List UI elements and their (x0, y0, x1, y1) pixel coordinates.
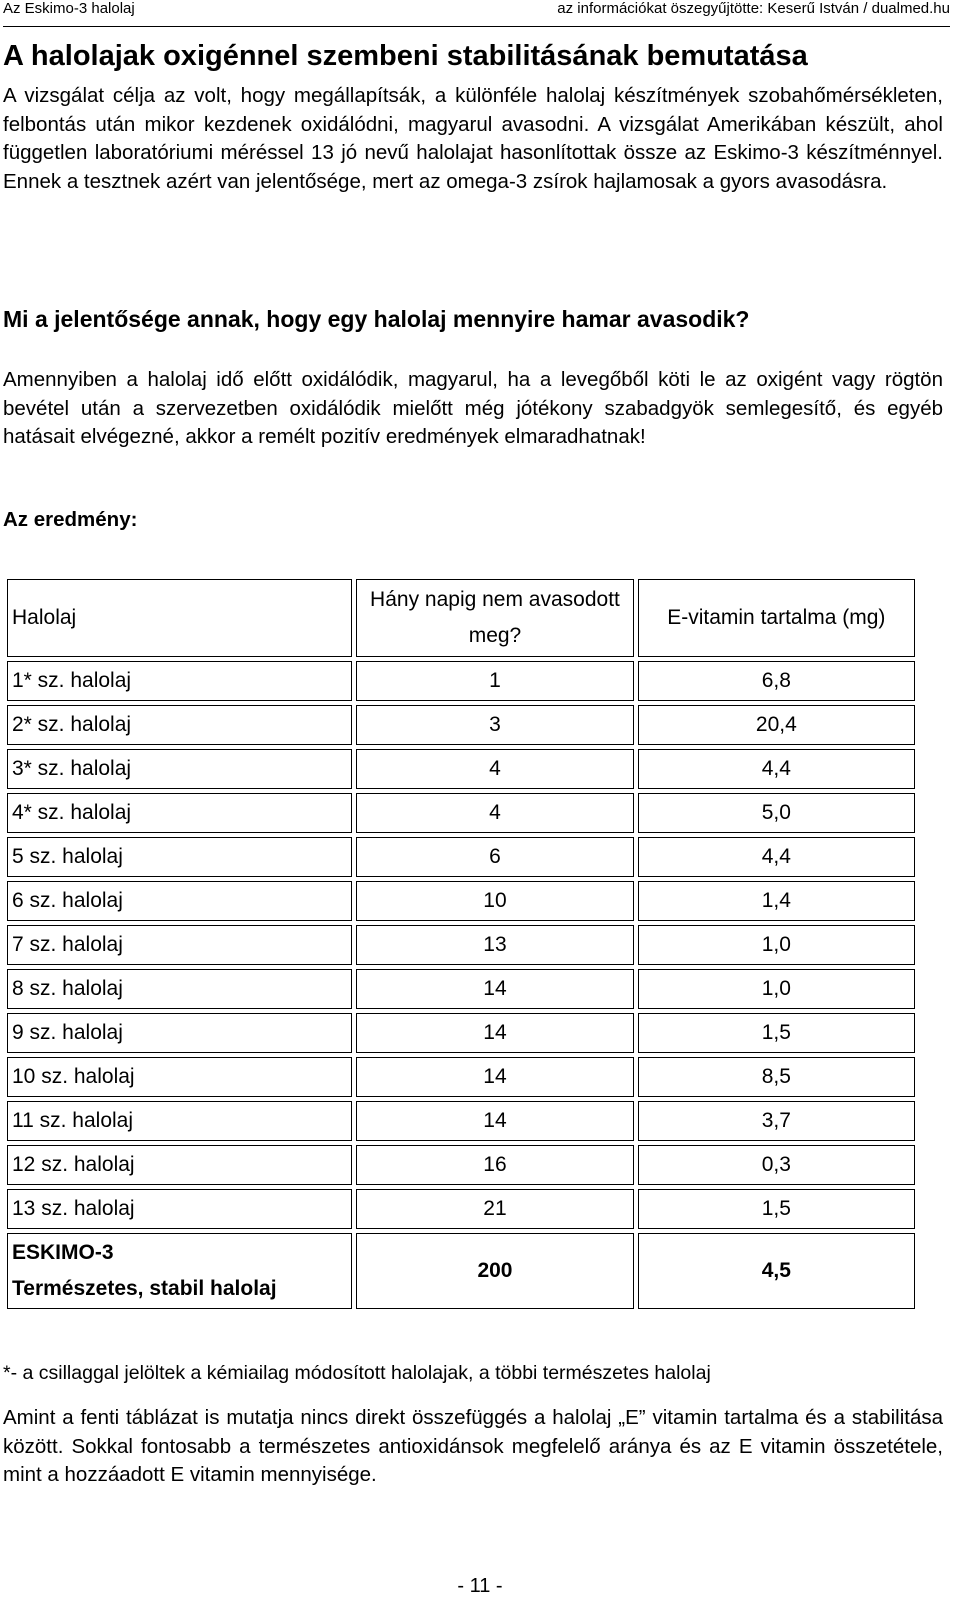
vitamin-e-value: 1,0 (638, 925, 915, 965)
conclusion-paragraph: Amint a fenti táblázat is mutatja nincs direkt összefüggés a halolaj „E” vitamin tartalma és a stabilitása között. Sokkal fontosabb a természetes antioxidánsok megfelelő aránya és az E vitamin összetétele, mint a hozzáadott E vitamin mennyisége. (3, 1406, 943, 1486)
vitamin-e-value: 5,0 (638, 793, 915, 833)
oil-name: 9 sz. halolaj (7, 1013, 352, 1053)
header-right-text: az információkat öszegyűjtötte: Keserű István / dualmed.hu (557, 0, 950, 17)
header-left-text: Az Eskimo-3 halolaj (3, 0, 135, 17)
oil-name: 6 sz. halolaj (7, 881, 352, 921)
days-value: 14 (356, 1101, 633, 1141)
header-oil: Halolaj (7, 579, 352, 657)
vitamin-e-value: 4,4 (638, 749, 915, 789)
table-row (7, 705, 915, 745)
eskimo-description: Természetes, stabil halolaj (12, 1277, 277, 1300)
page-number: - 11 - (457, 1575, 503, 1597)
results-table (3, 575, 919, 1313)
vitamin-e-value: 4,4 (638, 837, 915, 877)
days-value: 10 (356, 881, 633, 921)
intro-paragraph: A vizsgálat célja az volt, hogy megállapítsák, a különféle halolaj készítmények szobahőmérsékleten, felbontás után mikor kezdenek oxidálódni, magyarul avasodni. A vizsgálat Amerikában készült, ahol független laboratóriumi méréssel 13 jó nevű halolajat hasonlítottak össze az Eskimo-3 készítménnyel. Ennek a tesztnek azért van jelentősége, mert az omega-3 zsírok hajlamosak a gyors avasodásra. (3, 84, 943, 193)
oil-name: 2* sz. halolaj (7, 705, 352, 745)
eskimo-name: ESKIMO-3 (12, 1241, 114, 1264)
vitamin-e-value: 1,5 (638, 1013, 915, 1053)
oil-name: 4* sz. halolaj (7, 793, 352, 833)
oil-name: 8 sz. halolaj (7, 969, 352, 1009)
days-value: 4 (356, 749, 633, 789)
table-row (7, 1101, 915, 1141)
page-title: A halolajak oxigénnel szembeni stabilitásának bemutatása (3, 40, 808, 72)
table-row (7, 837, 915, 877)
header-vitamin-e: E-vitamin tartalma (mg) (638, 579, 915, 657)
days-value: 3 (356, 705, 633, 745)
table-row (7, 661, 915, 701)
days-value: 21 (356, 1189, 633, 1229)
eskimo-days: 200 (356, 1233, 633, 1309)
eskimo-name-cell (7, 1233, 352, 1309)
vitamin-e-value: 1,4 (638, 881, 915, 921)
oil-name: 3* sz. halolaj (7, 749, 352, 789)
question-heading: Mi a jelentősége annak, hogy egy halolaj mennyire hamar avasodik? (3, 306, 750, 332)
table-row-eskimo (7, 1233, 915, 1309)
table-row (7, 1057, 915, 1097)
days-value: 1 (356, 661, 633, 701)
footnote: *- a csillaggal jelöltek a kémiailag módosított halolajak, a többi természetes halolaj (3, 1362, 711, 1384)
table-row (7, 749, 915, 789)
result-heading: Az eredmény: (3, 508, 138, 531)
oil-name: 1* sz. halolaj (7, 661, 352, 701)
oil-name: 11 sz. halolaj (7, 1101, 352, 1141)
days-value: 6 (356, 837, 633, 877)
table-row (7, 793, 915, 833)
vitamin-e-value: 0,3 (638, 1145, 915, 1185)
table-row (7, 1189, 915, 1229)
days-value: 14 (356, 969, 633, 1009)
table-row (7, 969, 915, 1009)
vitamin-e-value: 20,4 (638, 705, 915, 745)
vitamin-e-value: 6,8 (638, 661, 915, 701)
oil-name: 5 sz. halolaj (7, 837, 352, 877)
eskimo-vitamin-e: 4,5 (638, 1233, 915, 1309)
table-row (7, 925, 915, 965)
page-header (3, 0, 950, 27)
table-row (7, 1013, 915, 1053)
vitamin-e-value: 8,5 (638, 1057, 915, 1097)
answer-paragraph: Amennyiben a halolaj idő előtt oxidálódik, magyarul, ha a levegőből köti le az oxigént vagy rögtön bevétel után a szervezetben oxidálódik mielőtt még jótékony szabadgyök semlegesítő, és egyéb hatásait elvégezné, akkor a remélt pozitív eredmények elmaradhatnak! (3, 368, 943, 448)
oil-name: 10 sz. halolaj (7, 1057, 352, 1097)
table-header-row (7, 579, 915, 657)
vitamin-e-value: 1,5 (638, 1189, 915, 1229)
table-row (7, 881, 915, 921)
vitamin-e-value: 3,7 (638, 1101, 915, 1141)
oil-name: 7 sz. halolaj (7, 925, 352, 965)
vitamin-e-value: 1,0 (638, 969, 915, 1009)
days-value: 14 (356, 1057, 633, 1097)
oil-name: 13 sz. halolaj (7, 1189, 352, 1229)
header-days: Hány napig nem avasodott meg? (356, 579, 633, 657)
days-value: 14 (356, 1013, 633, 1053)
days-value: 13 (356, 925, 633, 965)
oil-name: 12 sz. halolaj (7, 1145, 352, 1185)
days-value: 4 (356, 793, 633, 833)
table-row (7, 1145, 915, 1185)
days-value: 16 (356, 1145, 633, 1185)
